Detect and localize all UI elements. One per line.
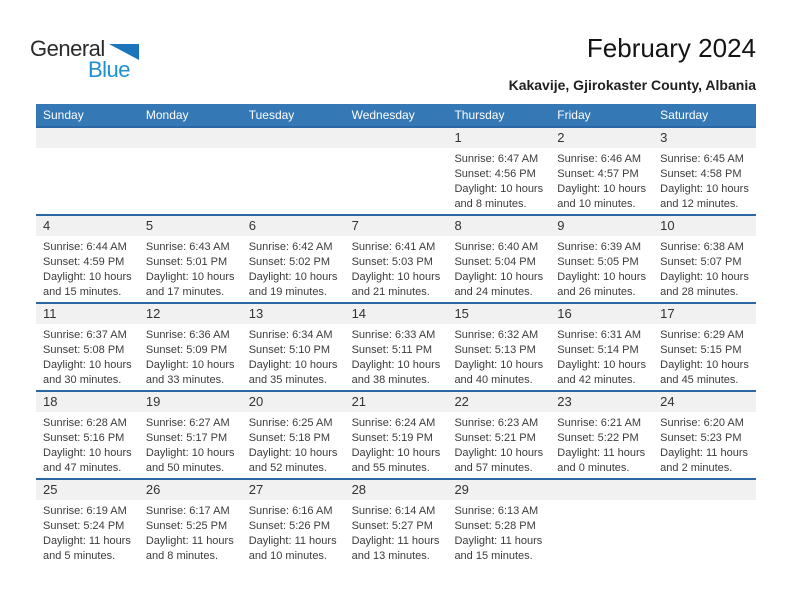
date-number: 5 [139, 216, 242, 236]
day-cell-27 [242, 480, 345, 566]
day-cell-29 [447, 480, 550, 566]
day-cell-24 [653, 392, 756, 478]
sunset-text: Sunset: 5:05 PM [557, 256, 639, 268]
date-number-empty [36, 128, 139, 148]
day-cell-2 [550, 128, 653, 214]
day-details [550, 148, 653, 212]
day-cell-4 [36, 216, 139, 302]
daylight-text-line-1: Daylight: 10 hours [248, 271, 338, 283]
sunset-text: Sunset: 4:58 PM [660, 168, 742, 180]
date-number: 6 [242, 216, 345, 236]
daylight-text-line-2: and 35 minutes. [248, 374, 327, 386]
daylight-text-line-1: Daylight: 10 hours [454, 271, 544, 283]
day-details [242, 148, 345, 152]
daylight-text-line-1: Daylight: 11 hours [43, 535, 131, 547]
daylight-text-line-1: Daylight: 10 hours [454, 359, 544, 371]
date-number: 24 [653, 392, 756, 412]
sunrise-text: Sunrise: 6:17 AM [145, 505, 230, 517]
date-number: 10 [653, 216, 756, 236]
location-subtitle: Kakavije, Gjirokaster County, Albania [508, 77, 756, 93]
sunset-text: Sunset: 5:15 PM [660, 344, 742, 356]
date-number-empty [550, 480, 653, 500]
sunrise-text: Sunrise: 6:16 AM [248, 505, 333, 517]
daylight-text-line-1: Daylight: 11 hours [660, 447, 749, 459]
day-cell-17 [653, 304, 756, 390]
general-blue-logo [30, 36, 180, 88]
day-cell-21 [345, 392, 448, 478]
daylight-text-line-1: Daylight: 11 hours [248, 535, 337, 547]
daylight-text-line-1: Daylight: 10 hours [660, 359, 749, 371]
day-details [36, 236, 139, 300]
weekday-sunday: Sunday [43, 108, 84, 122]
sunrise-text: Sunrise: 6:27 AM [145, 417, 230, 429]
sunset-text: Sunset: 5:17 PM [145, 432, 228, 444]
sunrise-text: Sunrise: 6:45 AM [660, 153, 744, 165]
empty-cell [550, 480, 653, 566]
daylight-text-line-1: Daylight: 10 hours [43, 359, 132, 371]
sunset-text: Sunset: 5:07 PM [660, 256, 742, 268]
daylight-text-line-1: Daylight: 10 hours [351, 271, 441, 283]
sunset-text: Sunset: 5:23 PM [660, 432, 742, 444]
daylight-text-line-1: Daylight: 10 hours [145, 271, 235, 283]
daylight-text-line-1: Daylight: 10 hours [248, 447, 338, 459]
sunrise-text: Sunrise: 6:14 AM [351, 505, 436, 517]
sunset-text: Sunset: 5:22 PM [557, 432, 639, 444]
daylight-text-line-1: Daylight: 10 hours [454, 183, 544, 195]
date-number: 4 [36, 216, 139, 236]
sunset-text: Sunset: 5:11 PM [351, 344, 433, 356]
day-details [447, 324, 550, 388]
daylight-text-line-2: and 13 minutes. [351, 550, 430, 562]
day-details [139, 412, 242, 476]
day-cell-19 [139, 392, 242, 478]
daylight-text-line-2: and 45 minutes. [660, 374, 739, 386]
daylight-text-line-2: and 26 minutes. [557, 286, 636, 298]
daylight-text-line-2: and 10 minutes. [557, 198, 636, 210]
date-number: 1 [447, 128, 550, 148]
sunrise-text: Sunrise: 6:37 AM [43, 329, 127, 341]
empty-cell [36, 128, 139, 214]
day-details [345, 236, 448, 300]
daylight-text-line-2: and 33 minutes. [145, 374, 225, 386]
daylight-text-line-2: and 47 minutes. [43, 462, 122, 474]
day-cell-25 [36, 480, 139, 566]
sunrise-text: Sunrise: 6:34 AM [248, 329, 333, 341]
daylight-text-line-1: Daylight: 10 hours [557, 271, 646, 283]
sunset-text: Sunset: 5:03 PM [351, 256, 433, 268]
sunrise-text: Sunrise: 6:33 AM [351, 329, 436, 341]
daylight-text-line-2: and 5 minutes. [43, 550, 116, 562]
daylight-text-line-1: Daylight: 10 hours [660, 183, 749, 195]
sunrise-text: Sunrise: 6:47 AM [454, 153, 539, 165]
sunset-text: Sunset: 5:21 PM [454, 432, 536, 444]
week-row-1 [36, 126, 756, 214]
day-cell-14 [345, 304, 448, 390]
week-row-2 [36, 214, 756, 302]
date-number: 29 [447, 480, 550, 500]
sunrise-text: Sunrise: 6:39 AM [557, 241, 642, 253]
date-number: 26 [139, 480, 242, 500]
day-details [139, 500, 242, 564]
daylight-text-line-1: Daylight: 11 hours [557, 447, 646, 459]
weekday-thursday: Thursday [454, 108, 505, 122]
daylight-text-line-1: Daylight: 11 hours [145, 535, 234, 547]
sunrise-text: Sunrise: 6:28 AM [43, 417, 127, 429]
sunset-text: Sunset: 5:16 PM [43, 432, 125, 444]
weekday-monday: Monday [145, 108, 189, 122]
sunrise-text: Sunrise: 6:19 AM [43, 505, 127, 517]
day-details [242, 500, 345, 564]
sunrise-text: Sunrise: 6:24 AM [351, 417, 436, 429]
day-details [653, 500, 756, 504]
day-cell-5 [139, 216, 242, 302]
daylight-text-line-1: Daylight: 10 hours [351, 359, 441, 371]
daylight-text-line-2: and 50 minutes. [145, 462, 225, 474]
date-number-empty [139, 128, 242, 148]
daylight-text-line-2: and 15 minutes. [43, 286, 122, 298]
day-details [36, 324, 139, 388]
weekday-saturday: Saturday [660, 108, 709, 122]
logo-text-blue: Blue [88, 57, 131, 82]
date-number: 7 [345, 216, 448, 236]
day-details [36, 500, 139, 564]
daylight-text-line-2: and 40 minutes. [454, 374, 533, 386]
daylight-text-line-2: and 24 minutes. [454, 286, 533, 298]
day-cell-23 [550, 392, 653, 478]
day-details [242, 412, 345, 476]
day-details [242, 236, 345, 300]
daylight-text-line-1: Daylight: 10 hours [557, 183, 646, 195]
empty-cell [345, 128, 448, 214]
sunrise-text: Sunrise: 6:41 AM [351, 241, 436, 253]
date-number: 13 [242, 304, 345, 324]
day-details [139, 324, 242, 388]
day-cell-20 [242, 392, 345, 478]
date-number: 2 [550, 128, 653, 148]
weekday-friday: Friday [557, 108, 591, 122]
day-details [550, 324, 653, 388]
day-details [345, 500, 448, 564]
sunset-text: Sunset: 5:28 PM [454, 520, 536, 532]
date-number: 21 [345, 392, 448, 412]
daylight-text-line-1: Daylight: 10 hours [660, 271, 749, 283]
date-number-empty [653, 480, 756, 500]
sunrise-text: Sunrise: 6:38 AM [660, 241, 744, 253]
sunset-text: Sunset: 4:56 PM [454, 168, 536, 180]
day-details [345, 412, 448, 476]
sunrise-text: Sunrise: 6:20 AM [660, 417, 744, 429]
day-details [139, 148, 242, 152]
daylight-text-line-2: and 42 minutes. [557, 374, 636, 386]
day-details [653, 148, 756, 212]
daylight-text-line-2: and 28 minutes. [660, 286, 739, 298]
day-cell-9 [550, 216, 653, 302]
month-title: February 2024 [586, 33, 756, 63]
date-number: 27 [242, 480, 345, 500]
sunset-text: Sunset: 4:59 PM [43, 256, 125, 268]
logo-text-general: General [30, 36, 105, 61]
sunrise-text: Sunrise: 6:13 AM [454, 505, 539, 517]
daylight-text-line-2: and 0 minutes. [557, 462, 630, 474]
daylight-text-line-1: Daylight: 10 hours [145, 447, 235, 459]
day-details [139, 236, 242, 300]
sunset-text: Sunset: 5:01 PM [145, 256, 228, 268]
date-number: 8 [447, 216, 550, 236]
sunset-text: Sunset: 5:04 PM [454, 256, 536, 268]
day-details [447, 412, 550, 476]
sunrise-text: Sunrise: 6:31 AM [557, 329, 642, 341]
sunset-text: Sunset: 5:08 PM [43, 344, 125, 356]
day-details [242, 324, 345, 388]
empty-cell [139, 128, 242, 214]
day-details [653, 324, 756, 388]
day-details [550, 412, 653, 476]
date-number-empty [345, 128, 448, 148]
daylight-text-line-1: Daylight: 10 hours [43, 447, 132, 459]
daylight-text-line-1: Daylight: 11 hours [351, 535, 440, 547]
weekday-wednesday: Wednesday [351, 108, 415, 122]
day-details [345, 324, 448, 388]
sunrise-text: Sunrise: 6:25 AM [248, 417, 333, 429]
weekday-header-row [36, 104, 756, 126]
daylight-text-line-2: and 10 minutes. [248, 550, 327, 562]
day-cell-12 [139, 304, 242, 390]
sunset-text: Sunset: 5:14 PM [557, 344, 639, 356]
day-cell-3 [653, 128, 756, 214]
daylight-text-line-2: and 38 minutes. [351, 374, 430, 386]
sunrise-text: Sunrise: 6:36 AM [145, 329, 230, 341]
day-details [36, 412, 139, 476]
daylight-text-line-2: and 15 minutes. [454, 550, 533, 562]
sunset-text: Sunset: 5:10 PM [248, 344, 331, 356]
daylight-text-line-1: Daylight: 10 hours [454, 447, 544, 459]
daylight-text-line-1: Daylight: 10 hours [145, 359, 235, 371]
daylight-text-line-2: and 52 minutes. [248, 462, 327, 474]
day-cell-13 [242, 304, 345, 390]
sunset-text: Sunset: 5:19 PM [351, 432, 433, 444]
date-number: 25 [36, 480, 139, 500]
date-number: 22 [447, 392, 550, 412]
date-number: 18 [36, 392, 139, 412]
day-details [447, 500, 550, 564]
date-number-empty [242, 128, 345, 148]
date-number: 15 [447, 304, 550, 324]
weekday-tuesday: Tuesday [248, 108, 295, 122]
day-details [653, 412, 756, 476]
daylight-text-line-2: and 30 minutes. [43, 374, 122, 386]
day-details [447, 236, 550, 300]
date-number: 14 [345, 304, 448, 324]
sunset-text: Sunset: 5:13 PM [454, 344, 536, 356]
date-number: 12 [139, 304, 242, 324]
daylight-text-line-2: and 2 minutes. [660, 462, 733, 474]
sunrise-text: Sunrise: 6:23 AM [454, 417, 539, 429]
sunset-text: Sunset: 5:27 PM [351, 520, 433, 532]
sunrise-text: Sunrise: 6:42 AM [248, 241, 333, 253]
daylight-text-line-2: and 55 minutes. [351, 462, 430, 474]
daylight-text-line-2: and 19 minutes. [248, 286, 327, 298]
daylight-text-line-1: Daylight: 10 hours [351, 447, 441, 459]
week-row-4 [36, 390, 756, 478]
empty-cell [242, 128, 345, 214]
sunset-text: Sunset: 5:26 PM [248, 520, 331, 532]
day-cell-26 [139, 480, 242, 566]
sunset-text: Sunset: 5:18 PM [248, 432, 331, 444]
day-details [447, 148, 550, 212]
day-cell-10 [653, 216, 756, 302]
day-details [36, 148, 139, 152]
sunrise-text: Sunrise: 6:40 AM [454, 241, 539, 253]
day-cell-11 [36, 304, 139, 390]
sunrise-text: Sunrise: 6:46 AM [557, 153, 642, 165]
date-number: 9 [550, 216, 653, 236]
daylight-text-line-2: and 21 minutes. [351, 286, 430, 298]
daylight-text-line-1: Daylight: 10 hours [43, 271, 132, 283]
date-number: 20 [242, 392, 345, 412]
day-cell-15 [447, 304, 550, 390]
sunrise-text: Sunrise: 6:44 AM [43, 241, 127, 253]
sunset-text: Sunset: 5:09 PM [145, 344, 228, 356]
daylight-text-line-1: Daylight: 10 hours [557, 359, 646, 371]
day-details [653, 236, 756, 300]
day-cell-28 [345, 480, 448, 566]
sunrise-text: Sunrise: 6:32 AM [454, 329, 539, 341]
sunrise-text: Sunrise: 6:21 AM [557, 417, 642, 429]
day-cell-22 [447, 392, 550, 478]
week-row-3 [36, 302, 756, 390]
daylight-text-line-2: and 12 minutes. [660, 198, 739, 210]
empty-cell [653, 480, 756, 566]
date-number: 23 [550, 392, 653, 412]
daylight-text-line-1: Daylight: 11 hours [454, 535, 543, 547]
weeks-container [36, 126, 756, 566]
daylight-text-line-2: and 57 minutes. [454, 462, 533, 474]
day-cell-1 [447, 128, 550, 214]
sunset-text: Sunset: 5:02 PM [248, 256, 331, 268]
day-details [345, 148, 448, 152]
date-number: 17 [653, 304, 756, 324]
sunset-text: Sunset: 4:57 PM [557, 168, 639, 180]
sunset-text: Sunset: 5:24 PM [43, 520, 125, 532]
date-number: 28 [345, 480, 448, 500]
day-cell-16 [550, 304, 653, 390]
sunrise-text: Sunrise: 6:29 AM [660, 329, 744, 341]
date-number: 3 [653, 128, 756, 148]
date-number: 11 [36, 304, 139, 324]
day-cell-18 [36, 392, 139, 478]
day-cell-8 [447, 216, 550, 302]
day-details [550, 500, 653, 504]
day-cell-6 [242, 216, 345, 302]
week-row-5 [36, 478, 756, 566]
sunset-text: Sunset: 5:25 PM [145, 520, 228, 532]
calendar-table [36, 104, 756, 566]
sunrise-text: Sunrise: 6:43 AM [145, 241, 230, 253]
date-number: 16 [550, 304, 653, 324]
daylight-text-line-2: and 8 minutes. [454, 198, 527, 210]
day-details [550, 236, 653, 300]
daylight-text-line-1: Daylight: 10 hours [248, 359, 338, 371]
daylight-text-line-2: and 8 minutes. [145, 550, 219, 562]
daylight-text-line-2: and 17 minutes. [145, 286, 225, 298]
day-cell-7 [345, 216, 448, 302]
date-number: 19 [139, 392, 242, 412]
